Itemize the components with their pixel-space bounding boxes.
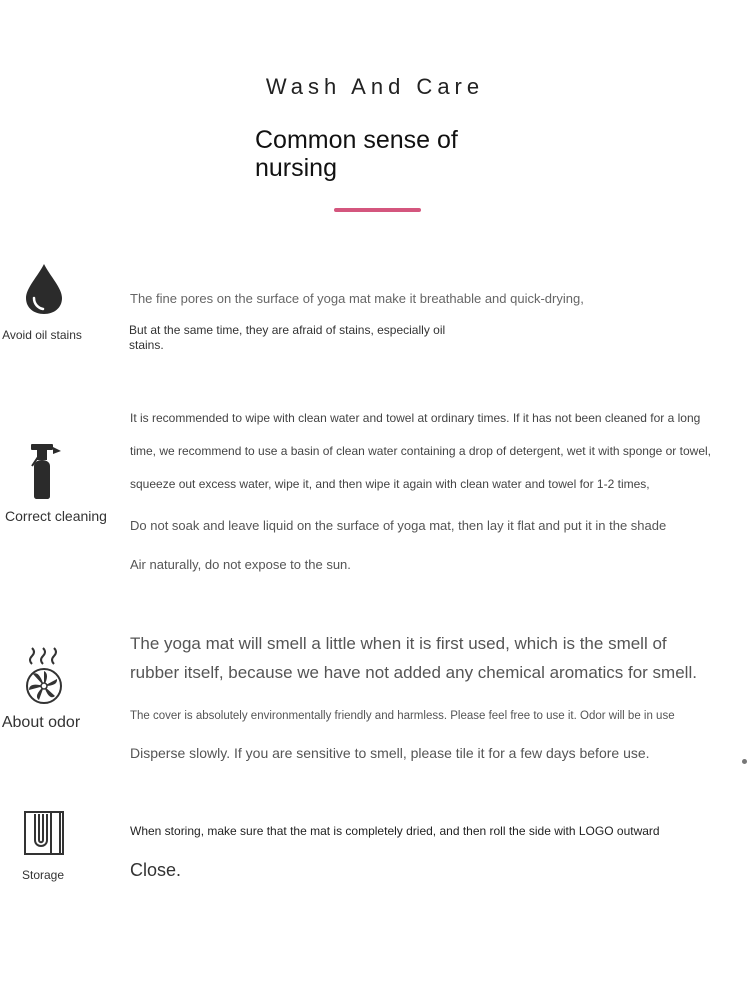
cleaning-text-3: squeeze out excess water, wipe it, and then wipe it again with clean water and towel for 1-2 times, (130, 477, 650, 491)
storage-text-1: When storing, make sure that the mat is completely dried, and then roll the side with LOGO outward (130, 824, 660, 838)
section-heading (255, 126, 555, 182)
accent-divider (334, 208, 421, 212)
label-about-odor: About odor (1, 714, 81, 731)
oil-text-2: But at the same time, they are afraid of stains, especially oil (129, 323, 446, 337)
heading-line-2: nursing (255, 154, 337, 182)
oil-text-1: The fine pores on the surface of yoga mat make it breathable and quick-drying, (130, 291, 584, 306)
odor-text-1: The yoga mat will smell a little when it is first used, which is the smell of (130, 634, 667, 653)
odor-text-3: The cover is absolutely environmentally friendly and harmless. Please feel free to use it. Odor will be in use (130, 710, 675, 722)
label-storage: Storage (21, 868, 65, 882)
label-correct-cleaning: Correct cleaning (5, 508, 107, 524)
cleaning-text-4: Do not soak and leave liquid on the surface of yoga mat, then lay it flat and put it in the shade (130, 518, 667, 533)
decorative-dot (742, 759, 747, 764)
oil-text-3: stains. (129, 338, 164, 352)
heading-line-1: Common sense of (255, 126, 458, 154)
odor-text-4: Disperse slowly. If you are sensitive to smell, please tile it for a few days before use. (130, 745, 650, 761)
cleaning-text-1: It is recommended to wipe with clean water and towel at ordinary times. If it has not been cleaned for a long (130, 411, 701, 425)
label-avoid-oil-stains: Avoid oil stains (2, 328, 82, 342)
storage-text-2: Close. (130, 860, 182, 880)
water-drop-icon (24, 262, 64, 316)
odor-text-2: rubber itself, because we have not added any chemical aromatics for smell. (130, 663, 697, 682)
fan-odor-icon (24, 644, 64, 706)
page-title: Wash And Care (265, 74, 485, 99)
rolled-mat-icon (23, 810, 65, 856)
cleaning-text-2: time, we recommend to use a basin of clean water containing a drop of detergent, wet it with sponge or towel, (130, 444, 711, 458)
spray-bottle-icon (28, 442, 64, 500)
cleaning-text-5: Air naturally, do not expose to the sun. (130, 557, 351, 572)
